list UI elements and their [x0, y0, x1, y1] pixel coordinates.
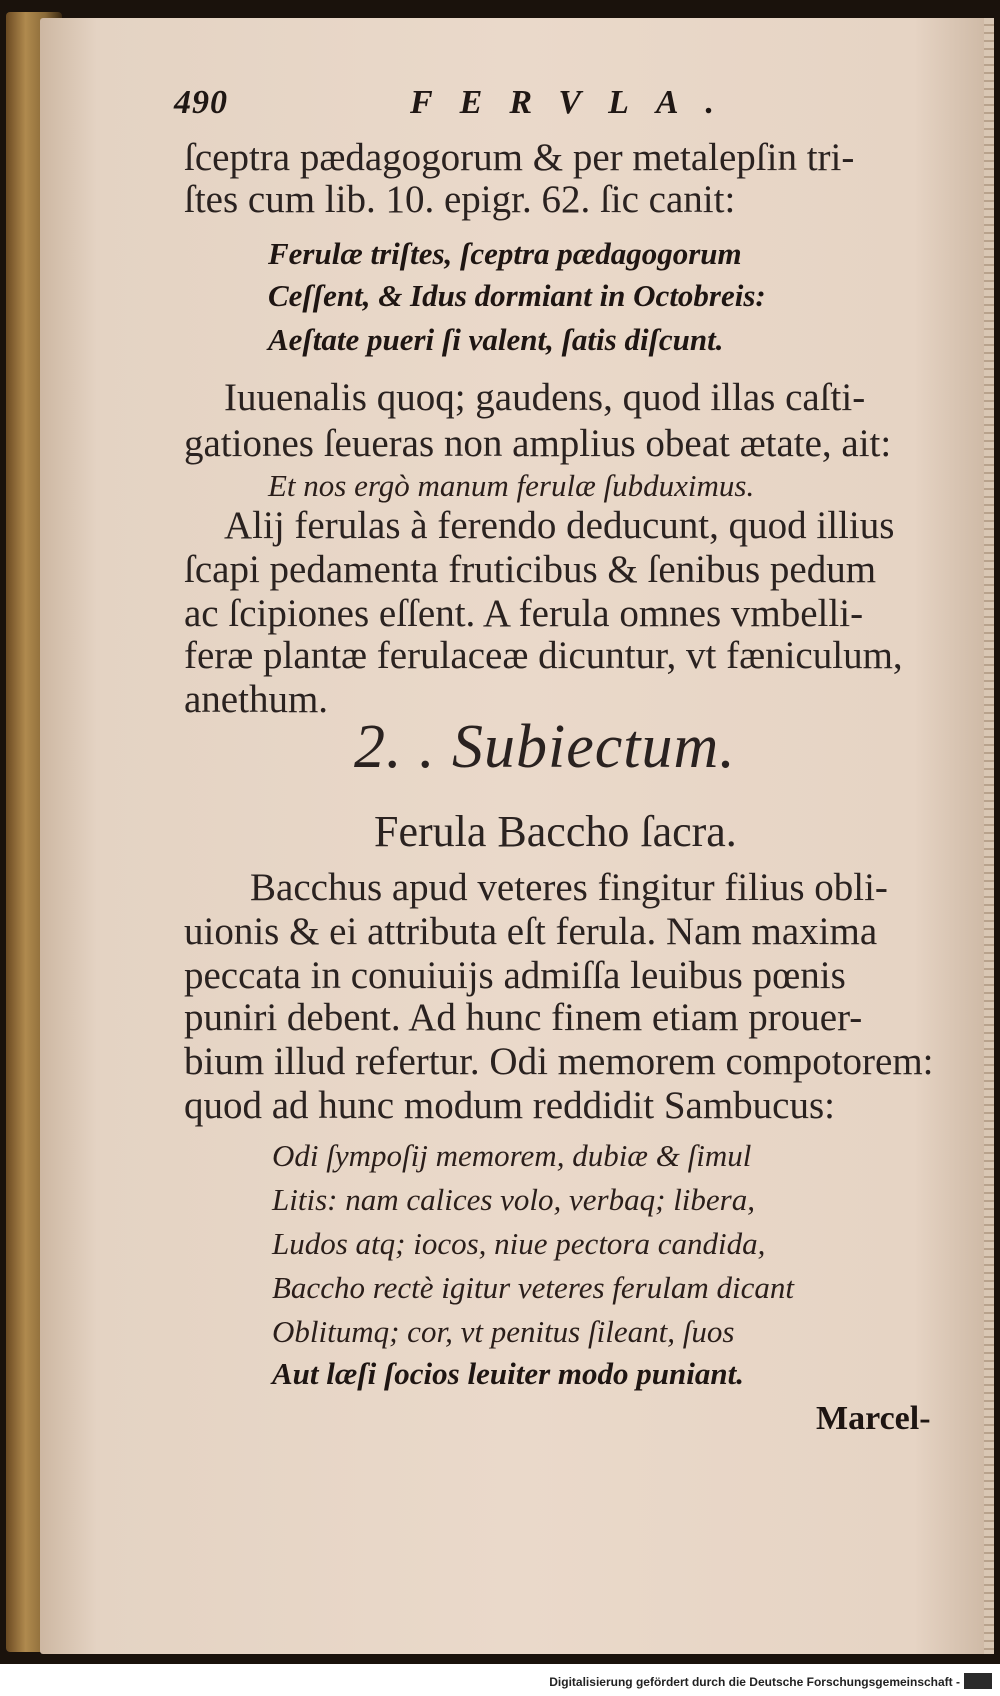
page-fore-edge — [984, 18, 994, 1654]
verse-line: Litis: nam calices volo, verbaq; libera, — [272, 1182, 755, 1217]
verse-line: Ludos atq; iocos, niue pectora candida, — [272, 1226, 766, 1261]
digitization-credit: Digitalisierung gefördert durch die Deutsche Forschungsgemeinschaft - — [549, 1675, 960, 1689]
verse-line: Ferulæ triſtes, ſceptra pædagogorum — [268, 236, 742, 271]
text-line: ſtes cum lib. 10. epigr. 62. ſic canit: — [184, 178, 736, 221]
text-line: ſcapi pedamenta fruticibus & ſenibus pedum — [184, 548, 877, 591]
catchword: Marcel- — [816, 1400, 931, 1437]
text-line: gationes ſeueras non amplius obeat ætate, ait: — [184, 422, 892, 465]
text-line: ſceptra pædagogorum & per metalepſin tri- — [184, 136, 855, 179]
text-line: uionis & ei attributa eſt ferula. Nam maxima — [184, 910, 878, 953]
text-line: bium illud refertur. Odi memorem compotorem: — [184, 1040, 934, 1083]
section-title: Ferula Baccho ſacra. — [374, 807, 737, 856]
text-line: Iuuenalis quoq; gaudens, quod illas caſti- — [224, 376, 866, 419]
verse-line: Aeſtate pueri ſi valent, ſatis diſcunt. — [268, 322, 724, 357]
verse-line: Ceſſent, & Idus dormiant in Octobreis: — [268, 278, 766, 313]
verse-line: Et nos ergò manum ferulæ ſubduximus. — [268, 468, 755, 503]
verse-line: Baccho rectè igitur veteres ferulam dicant — [272, 1270, 794, 1305]
running-head: FERVLA. — [410, 84, 742, 121]
text-line: anethum. — [184, 678, 329, 721]
text-line: ac ſcipiones eſſent. A ferula omnes vmbelli- — [184, 592, 864, 635]
verse-line: Aut læſi ſocios leuiter modo puniant. — [272, 1356, 744, 1391]
text-line: peccata in conuiuijs admiſſa leuibus pœnis — [184, 954, 846, 997]
text-line: quod ad hunc modum reddidit Sambucus: — [184, 1084, 836, 1127]
dfg-logo — [964, 1673, 992, 1689]
text-line: Alij ferulas à ferendo deducunt, quod illius — [224, 504, 895, 547]
verse-line: Oblitumq; cor, vt penitus ſileant, ſuos — [272, 1314, 735, 1349]
text-line: feræ plantæ ferulaceæ dicuntur, vt fæniculum, — [184, 634, 903, 677]
text-line: puniri debent. Ad hunc finem etiam prouer- — [184, 996, 863, 1039]
verse-line: Odi ſympoſij memorem, dubiæ & ſimul — [272, 1138, 752, 1173]
text-line: Bacchus apud veteres fingitur filius obli- — [250, 866, 888, 909]
page-number: 490 — [174, 84, 228, 121]
section-heading: 2. . Subiectum. — [354, 713, 736, 781]
